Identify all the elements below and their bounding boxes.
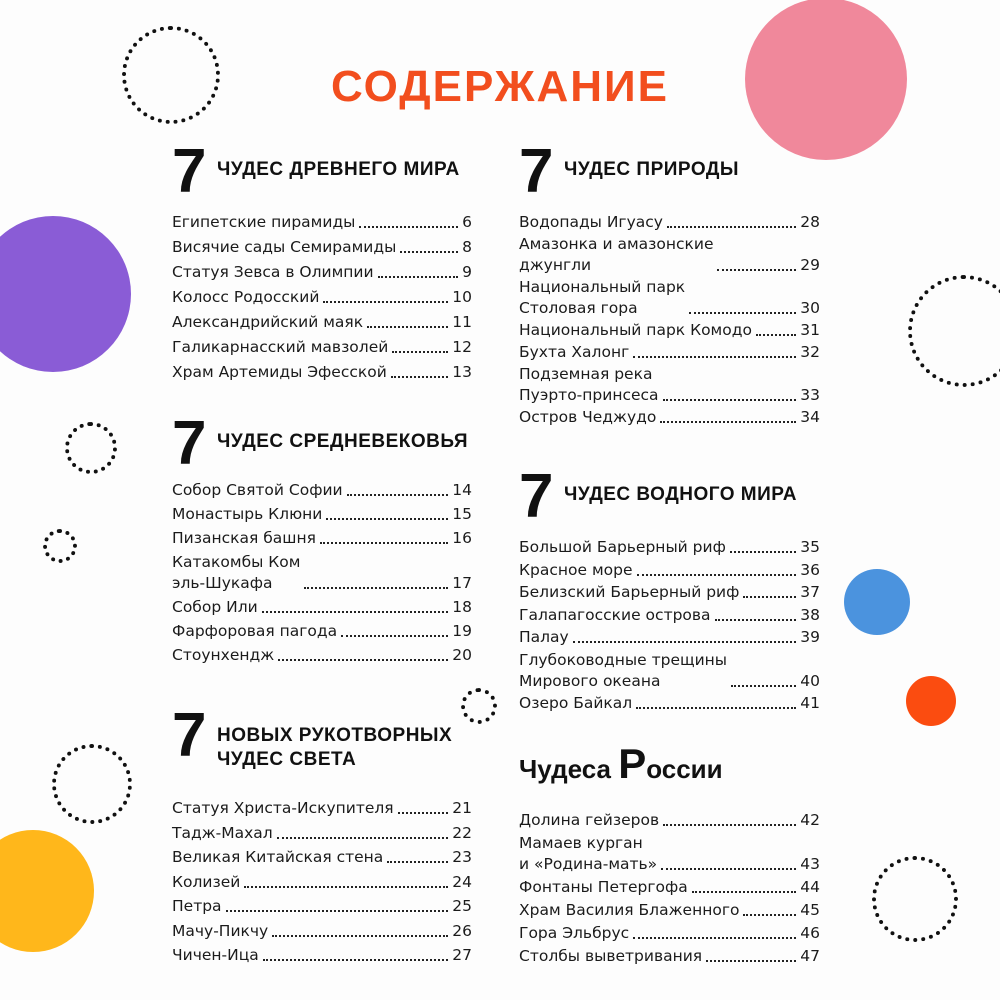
entry-page: 25 — [452, 897, 472, 915]
toc-entry[interactable] — [172, 847, 472, 868]
toc-entry[interactable] — [172, 552, 472, 594]
section-title — [519, 740, 723, 787]
entry-name: Водопады Игуасу — [519, 213, 663, 231]
entry-name: Палау — [519, 628, 569, 646]
toc-entry[interactable] — [172, 872, 472, 893]
purple-circle-decoration — [0, 216, 131, 372]
entry-name: Катакомбы Ком эль-Шукафа — [172, 553, 301, 592]
toc-entry[interactable] — [519, 627, 820, 648]
section-title: ЧУДЕС ВОДНОГО МИРА — [564, 484, 798, 505]
entry-page: 12 — [452, 338, 472, 356]
section-number: 7 — [519, 137, 554, 206]
section-title: НОВЫХ РУКОТВОРНЫХ ЧУДЕС СВЕТА — [217, 725, 453, 770]
yellow-circle-decoration — [0, 830, 94, 952]
dot-leader — [663, 824, 796, 826]
entry-name: Колизей — [172, 872, 241, 891]
toc-entry[interactable] — [519, 946, 820, 967]
entry-page: 41 — [800, 694, 820, 712]
entry-page: 15 — [452, 505, 472, 523]
section-number: 7 — [172, 701, 207, 770]
entry-page: 8 — [462, 238, 472, 256]
dot-leader — [367, 326, 448, 328]
entry-name: Галикарнасский мавзолей — [172, 338, 389, 356]
section-title-part: оссии — [646, 754, 723, 784]
entry-name: Галапагосские острова — [519, 605, 711, 624]
dot-leader — [262, 611, 449, 613]
section-header — [172, 701, 472, 798]
toc-entry[interactable] — [519, 234, 820, 276]
entry-name: Мамаев курган и «Родина-мать» — [519, 834, 658, 873]
entry-name: Чичен-Ица — [172, 946, 259, 964]
toc-entry[interactable] — [519, 537, 820, 558]
entry-name: Стоунхендж — [172, 646, 275, 664]
toc-entry[interactable] — [172, 504, 472, 525]
entry-page: 37 — [800, 583, 820, 601]
dot-leader — [378, 276, 459, 278]
dot-leader — [717, 269, 796, 271]
section-water-wonders — [519, 462, 820, 716]
toc-entry[interactable] — [172, 621, 472, 642]
entry-page: 40 — [800, 671, 820, 690]
entry-list — [519, 537, 820, 714]
toc-entry[interactable] — [172, 645, 472, 666]
entry-page: 33 — [800, 386, 820, 404]
entry-name: Гора Эльбрус — [519, 924, 630, 942]
entry-page: 47 — [800, 947, 820, 965]
entry-page: 43 — [800, 855, 820, 873]
entry-page: 6 — [462, 213, 472, 231]
dot-leader — [391, 376, 448, 378]
dot-leader — [400, 251, 458, 253]
entry-list — [519, 212, 820, 428]
dot-leader — [730, 551, 796, 553]
entry-name: Александрийский маяк — [172, 313, 364, 331]
entry-list — [519, 810, 820, 967]
entry-name: Собор Святой Софии — [172, 481, 343, 499]
entry-page: 36 — [800, 560, 820, 579]
section-number: 7 — [519, 462, 554, 531]
section-title-part: Чудеса — [519, 754, 611, 784]
toc-entry[interactable] — [519, 900, 820, 921]
entry-page: 21 — [452, 799, 472, 817]
section-title: ЧУДЕС СРЕДНЕВЕКОВЬЯ — [217, 431, 468, 452]
entry-page: 29 — [800, 256, 820, 274]
toc-entry[interactable] — [172, 262, 472, 283]
section-russia-wonders — [519, 740, 820, 969]
entry-name: Амазонка и амазонские джунгли — [519, 235, 714, 274]
section-number: 7 — [172, 409, 207, 478]
dot-leader — [743, 596, 796, 598]
toc-entry[interactable] — [172, 237, 472, 258]
entry-name: Национальный парк Комодо — [519, 321, 752, 339]
entry-page: 13 — [452, 363, 472, 381]
dot-leader — [320, 542, 448, 544]
section-header — [519, 740, 820, 810]
dotted-ring-decoration — [908, 275, 1000, 387]
toc-entry[interactable] — [519, 650, 820, 692]
dot-leader — [323, 301, 448, 303]
entry-page: 11 — [452, 313, 472, 331]
orange-circle-decoration — [906, 676, 956, 726]
toc-entry[interactable] — [519, 582, 820, 603]
entry-page: 10 — [452, 288, 472, 306]
entry-name: Колосс Родосский — [172, 288, 320, 306]
dot-leader — [667, 226, 796, 228]
section-header — [172, 137, 472, 208]
toc-entry[interactable] — [519, 923, 820, 944]
dotted-ring-decoration — [65, 422, 117, 474]
dot-leader — [244, 886, 448, 888]
entry-name: Национальный парк Столовая гора — [519, 278, 686, 317]
entry-page: 32 — [800, 343, 820, 361]
entry-page: 16 — [452, 529, 472, 547]
section-medieval-wonders — [172, 409, 472, 669]
dot-leader — [387, 861, 448, 863]
toc-entry[interactable] — [519, 342, 820, 363]
entry-page: 14 — [452, 481, 472, 499]
dot-leader — [392, 351, 448, 353]
dot-leader — [326, 518, 448, 520]
entry-page: 18 — [452, 598, 472, 616]
dot-leader — [398, 812, 449, 814]
entry-page: 9 — [462, 263, 472, 281]
toc-entry[interactable] — [519, 605, 820, 626]
dot-leader — [277, 837, 449, 839]
entry-page: 22 — [452, 823, 472, 842]
page-title: СОДЕРЖАНИЕ — [330, 62, 670, 111]
section-header — [519, 462, 820, 533]
entry-page: 31 — [800, 321, 820, 339]
dot-leader — [272, 935, 448, 937]
entry-list — [172, 798, 472, 966]
entry-name: Большой Барьерный риф — [519, 538, 726, 556]
entry-name: Долина гейзеров — [519, 811, 660, 829]
toc-entry[interactable] — [172, 287, 472, 308]
section-title: ЧУДЕС ПРИРОДЫ — [564, 159, 739, 180]
entry-page: 34 — [800, 408, 820, 426]
entry-name: Подземная река Пуэрто-принсеса — [519, 365, 659, 404]
entry-name: Тадж-Махал — [172, 823, 273, 842]
entry-list — [172, 212, 472, 383]
section-title-capital: Р — [618, 740, 647, 787]
dot-leader — [660, 421, 796, 423]
entry-page: 20 — [452, 646, 472, 664]
toc-entry[interactable] — [172, 823, 472, 844]
dotted-ring-decoration — [43, 529, 77, 563]
entry-name: Столбы выветривания — [519, 947, 703, 965]
entry-name: Петра — [172, 897, 222, 915]
dot-leader — [706, 960, 796, 962]
entry-name: Великая Китайская стена — [172, 848, 384, 866]
toc-entry[interactable] — [172, 362, 472, 383]
dot-leader — [226, 910, 449, 912]
toc-entry[interactable] — [519, 364, 820, 406]
toc-entry[interactable] — [172, 480, 472, 501]
entry-name: Озеро Байкал — [519, 694, 633, 712]
entry-name: Бухта Халонг — [519, 343, 630, 361]
dot-leader — [304, 587, 448, 589]
blue-circle-decoration — [844, 569, 910, 635]
toc-entry[interactable] — [519, 212, 820, 233]
dot-leader — [637, 574, 797, 576]
entry-page: 27 — [452, 946, 472, 964]
entry-page: 38 — [800, 605, 820, 624]
dot-leader — [633, 937, 796, 939]
entry-page: 35 — [800, 538, 820, 556]
dot-leader — [661, 868, 796, 870]
entry-name: Египетские пирамиды — [172, 213, 356, 231]
toc-entry[interactable] — [519, 810, 820, 831]
section-nature-wonders — [519, 137, 820, 429]
entry-name: Статуя Зевса в Олимпии — [172, 263, 374, 281]
entry-name: Монастырь Клюни — [172, 505, 323, 523]
entry-name: Собор Или — [172, 598, 258, 616]
entry-name: Фонтаны Петергофа — [519, 878, 688, 896]
entry-page: 44 — [800, 878, 820, 896]
dotted-ring-decoration — [52, 744, 132, 824]
dot-leader — [663, 399, 797, 401]
entry-name: Мачу-Пикчу — [172, 921, 269, 940]
entry-page: 39 — [800, 628, 820, 646]
toc-entry[interactable] — [519, 407, 820, 428]
toc-entry[interactable] — [519, 877, 820, 898]
entry-page: 46 — [800, 924, 820, 942]
toc-entry[interactable] — [172, 896, 472, 917]
dot-leader — [689, 312, 796, 314]
entry-name: Храм Артемиды Эфесской — [172, 363, 387, 381]
dot-leader — [573, 641, 797, 643]
section-title: ЧУДЕС ДРЕВНЕГО МИРА — [217, 159, 460, 180]
dot-leader — [731, 685, 796, 687]
entry-name: Остров Чеджудо — [519, 408, 657, 426]
entry-name: Глубоководные трещины Мирового океана — [519, 650, 728, 690]
dotted-ring-decoration — [872, 856, 958, 942]
toc-entry[interactable] — [519, 833, 820, 875]
dot-leader — [715, 619, 797, 621]
dot-leader — [341, 635, 448, 637]
entry-name: Храм Василия Блаженного — [519, 901, 740, 919]
entry-name: Белизский Барьерный риф — [519, 583, 740, 601]
entry-page: 42 — [800, 811, 820, 829]
section-ancient-wonders — [172, 137, 472, 387]
toc-entry[interactable] — [519, 277, 820, 319]
dot-leader — [636, 707, 796, 709]
dot-leader — [756, 334, 796, 336]
section-header — [172, 409, 472, 480]
toc-entry[interactable] — [172, 921, 472, 942]
toc-entry[interactable] — [172, 798, 472, 819]
toc-entry[interactable] — [172, 212, 472, 233]
dot-leader — [692, 891, 797, 893]
entry-name: Пизанская башня — [172, 529, 316, 547]
toc-entry[interactable] — [519, 560, 820, 581]
entry-name: Красное море — [519, 560, 633, 579]
entry-name: Фарфоровая пагода — [172, 622, 338, 640]
section-header — [519, 137, 820, 208]
section-new-wonders — [172, 701, 472, 970]
dot-leader — [263, 959, 449, 961]
section-number: 7 — [172, 137, 207, 206]
entry-name: Висячие сады Семирамиды — [172, 238, 397, 256]
dot-leader — [359, 226, 458, 228]
toc-entry[interactable] — [172, 945, 472, 966]
entry-name: Статуя Христа-Искупителя — [172, 799, 394, 817]
dot-leader — [743, 914, 796, 916]
entry-page: 24 — [452, 872, 472, 891]
entry-page: 26 — [452, 921, 472, 940]
entry-page: 19 — [452, 622, 472, 640]
entry-page: 30 — [800, 299, 820, 317]
toc-entry[interactable] — [172, 337, 472, 358]
dot-leader — [278, 659, 448, 661]
entry-page: 17 — [452, 574, 472, 592]
toc-entry[interactable] — [519, 320, 820, 341]
entry-page: 45 — [800, 901, 820, 919]
dot-leader — [633, 356, 796, 358]
dot-leader — [347, 494, 449, 496]
toc-entry[interactable] — [172, 312, 472, 333]
entry-page: 28 — [800, 213, 820, 231]
toc-entry[interactable] — [172, 528, 472, 549]
toc-entry[interactable] — [172, 597, 472, 618]
toc-entry[interactable] — [519, 693, 820, 714]
entry-list — [172, 480, 472, 666]
entry-page: 23 — [452, 848, 472, 866]
